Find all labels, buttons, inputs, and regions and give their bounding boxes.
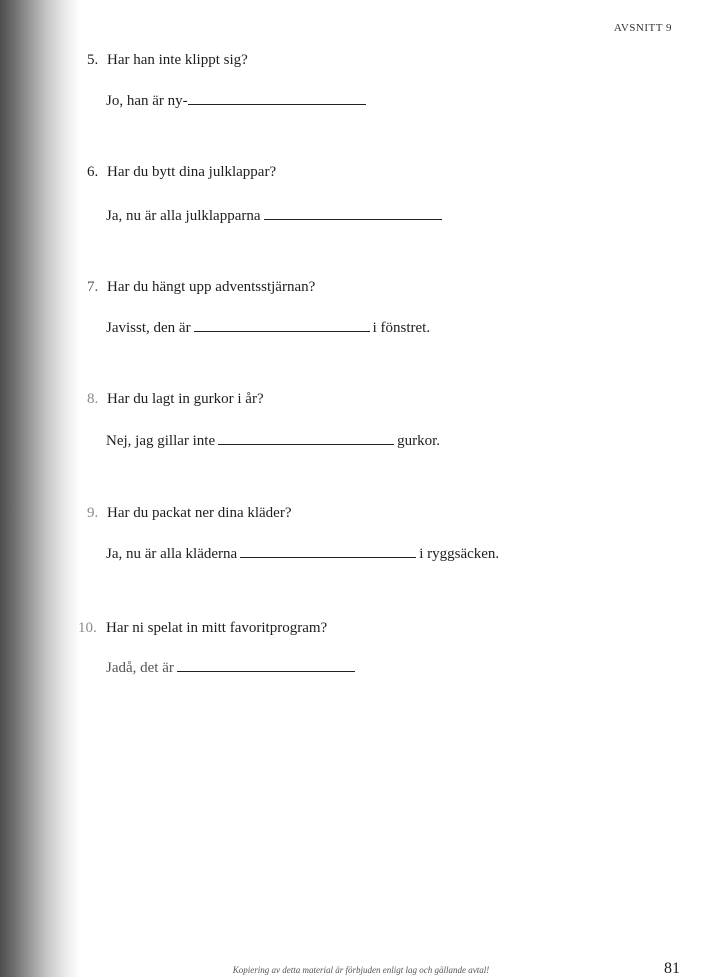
answer-blank[interactable] [188,90,366,105]
exercise-number: 10. [78,620,97,636]
exercise-8-answer [106,430,440,450]
question-text: Har han inte klippt sig? [107,52,248,68]
exercise-7-answer [106,317,430,337]
exercise-9-answer [106,543,499,563]
answer-blank[interactable] [264,205,442,220]
answer-prefix: Javisst, den är [106,320,191,336]
answer-blank[interactable] [177,657,355,672]
exercise-8-question [87,391,264,408]
exercise-9-question [87,505,292,522]
answer-prefix: Ja, nu är alla julklapparna [106,208,261,224]
exercise-5-question [87,52,248,69]
answer-blank[interactable] [240,543,416,558]
exercise-number: 8. [87,391,99,407]
exercise-6-answer [106,205,445,225]
exercise-number: 7. [87,279,99,295]
question-text: Har ni spelat in mitt favoritprogram? [106,620,328,636]
answer-prefix: Jadå, det är [106,660,174,676]
exercise-7-question [87,279,315,296]
exercise-6-question [87,164,276,181]
answer-prefix: Ja, nu är alla kläderna [106,546,238,562]
question-text: Har du lagt in gurkor i år? [107,391,264,407]
answer-suffix: gurkor. [397,433,441,449]
exercise-10-question [78,620,327,637]
copyright-notice: Kopiering av detta material är förbjuden enligt lag och gällande avtal! [232,965,490,975]
exercise-10-answer [106,657,358,677]
exercise-number: 5. [87,52,99,68]
answer-blank[interactable] [194,317,370,332]
book-spine-shadow [0,0,80,977]
page-number: 81 [664,960,680,977]
answer-suffix: i ryggsäcken. [419,546,500,562]
answer-prefix: Nej, jag gillar inte [106,433,216,449]
question-text: Har du bytt dina julklappar? [107,164,277,180]
exercise-number: 9. [87,505,99,521]
exercise-number: 6. [87,164,99,180]
answer-blank[interactable] [218,430,394,445]
exercise-5-answer [106,90,369,110]
answer-suffix: i fönstret. [372,320,431,336]
question-text: Har du packat ner dina kläder? [107,505,292,521]
answer-prefix: Jo, han är ny- [106,93,188,109]
question-text: Har du hängt upp adventsstjärnan? [107,279,316,295]
section-header: AVSNITT 9 [613,22,672,34]
